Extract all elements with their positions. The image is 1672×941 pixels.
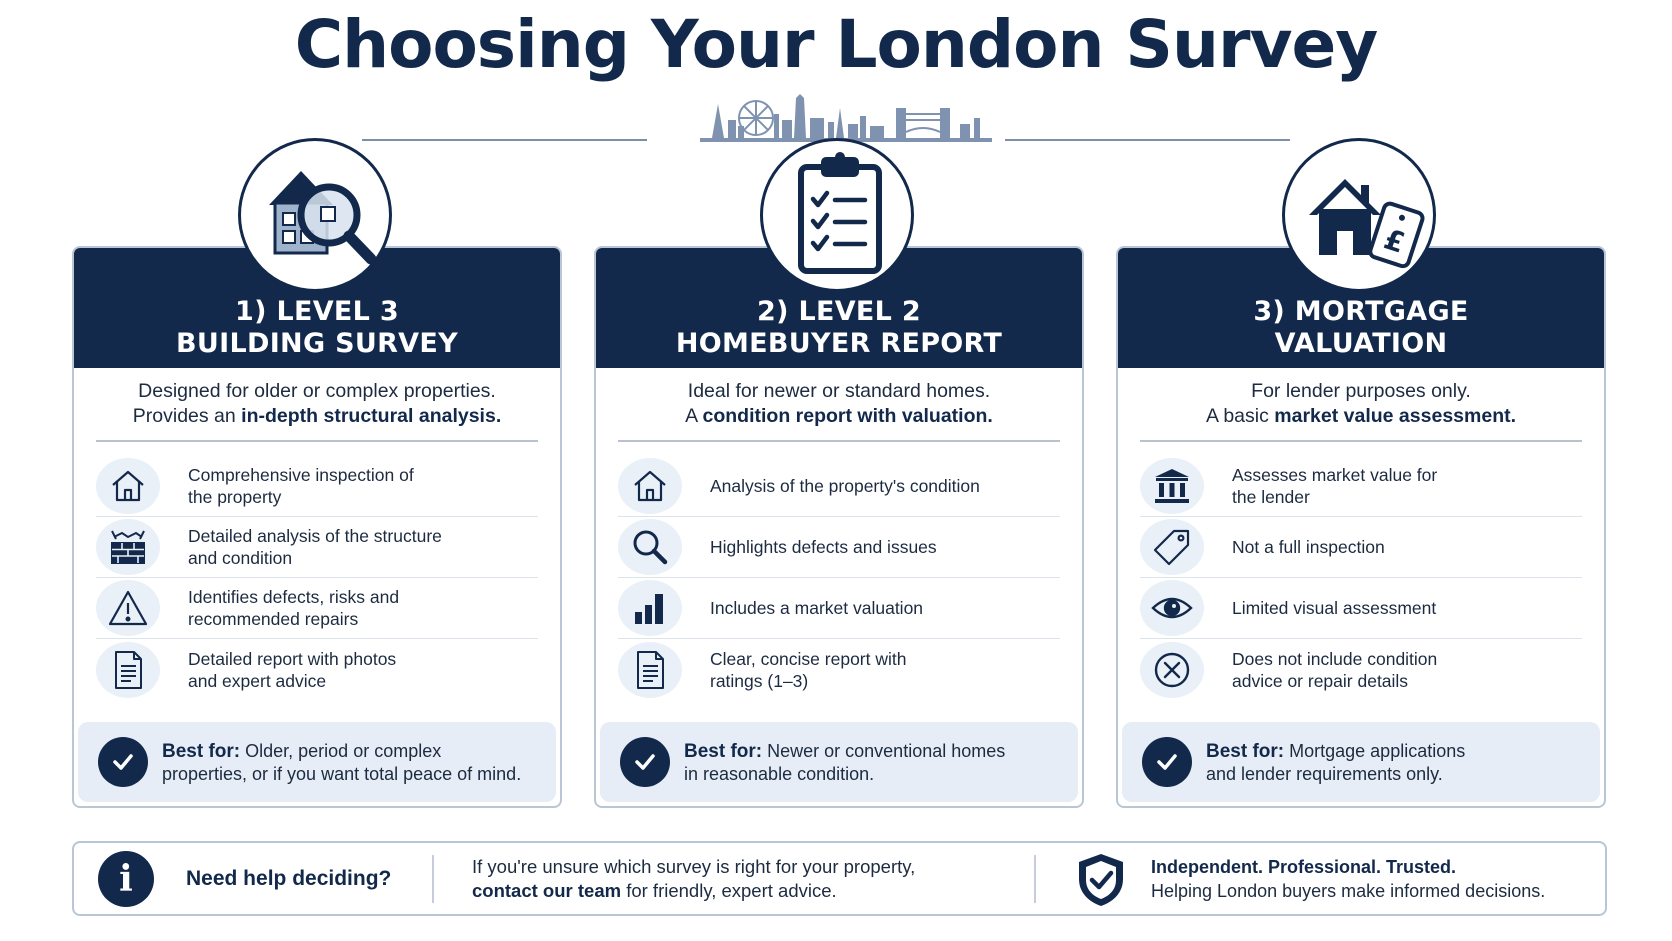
list-item	[1140, 456, 1582, 517]
best-for-label: Best for:	[1206, 740, 1285, 762]
best-for-panel	[1122, 722, 1600, 802]
card-heading-line1: 2) LEVEL 2	[757, 296, 921, 327]
house-magnifier-icon	[238, 138, 392, 292]
card-intro	[1118, 368, 1604, 440]
help-text	[472, 855, 915, 903]
help-text-line1: If you're unsure which survey is right for your property,	[472, 856, 916, 877]
card-heading-line2: BUILDING SURVEY	[176, 328, 458, 359]
feature-text	[1232, 464, 1552, 508]
feature-line2: the lender	[1232, 487, 1310, 507]
card-heading-line2: VALUATION	[1274, 328, 1448, 359]
bar-chart-icon	[618, 580, 682, 636]
best-for-panel	[78, 722, 556, 802]
list-item	[618, 578, 1060, 639]
title-rule-left	[362, 139, 647, 141]
trust-statement	[1151, 855, 1545, 903]
feature-line2: ratings (1–3)	[710, 670, 809, 691]
best-for-line2: and lender requirements only.	[1206, 763, 1443, 784]
list-item	[1140, 517, 1582, 578]
check-circle-icon	[620, 737, 670, 787]
card-intro	[596, 368, 1082, 440]
warning-icon	[96, 580, 160, 636]
feature-line1: Does not include condition	[1232, 648, 1438, 669]
best-for-panel	[600, 722, 1078, 802]
feature-line1: Not a full inspection	[1232, 537, 1385, 557]
feature-line1: Clear, concise report with	[710, 648, 907, 669]
intro-highlight: market value assessment.	[1274, 405, 1517, 427]
best-for-text	[1206, 740, 1465, 785]
list-item	[96, 456, 538, 517]
feature-line1: Highlights defects and issues	[710, 537, 937, 557]
intro-line2	[1128, 404, 1594, 429]
shield-check-icon	[1074, 851, 1128, 909]
feature-line1: Detailed analysis of the structure	[188, 526, 442, 546]
house-price-tag-icon	[1282, 138, 1436, 292]
best-for-text	[162, 740, 521, 785]
brick-wall-icon	[96, 519, 160, 575]
list-item	[96, 517, 538, 578]
bank-icon	[1140, 458, 1204, 514]
magnifier-icon	[618, 519, 682, 575]
feature-line2: recommended repairs	[188, 609, 359, 629]
feature-text	[1232, 597, 1552, 619]
intro-line2	[606, 404, 1072, 429]
card-heading-line1: 3) MORTGAGE	[1253, 296, 1469, 327]
list-item	[1140, 639, 1582, 700]
list-item	[1140, 578, 1582, 639]
intro-line1: Designed for older or complex properties.	[138, 380, 496, 402]
card-heading-line2: HOMEBUYER REPORT	[675, 328, 1003, 359]
list-item	[96, 639, 538, 700]
intro-prefix: A	[685, 405, 703, 427]
card-mortgage-valuation	[1116, 246, 1606, 808]
help-text-rest: for friendly, expert advice.	[621, 880, 837, 901]
feature-line1: Limited visual assessment	[1232, 598, 1437, 618]
best-for-text	[684, 740, 1005, 785]
card-heading-line1: 1) LEVEL 3	[235, 296, 399, 327]
list-item	[618, 639, 1060, 700]
clipboard-checklist-icon	[760, 138, 914, 292]
intro-line2	[84, 404, 550, 429]
page-title: Choosing Your London Survey	[294, 6, 1378, 83]
feature-line1: Assesses market value for	[1232, 465, 1438, 485]
footer-divider	[1034, 855, 1036, 903]
document-icon	[618, 642, 682, 698]
contact-team-link[interactable]: contact our team	[472, 880, 622, 901]
info-icon: i	[98, 851, 154, 907]
feature-text	[1232, 536, 1552, 558]
best-for-value: Older, period or complex	[240, 740, 442, 761]
feature-list	[1118, 442, 1604, 700]
intro-highlight: condition report with valuation.	[702, 405, 993, 427]
best-for-line2: in reasonable condition.	[684, 763, 875, 784]
best-for-label: Best for:	[162, 740, 241, 762]
trust-line2: Helping London buyers make informed decisions.	[1151, 881, 1546, 901]
cross-circle-icon	[1140, 642, 1204, 698]
feature-list	[74, 442, 560, 700]
svg-text:£: £	[1380, 222, 1409, 260]
best-for-value: Mortgage applications	[1284, 740, 1466, 761]
best-for-line1	[1206, 740, 1465, 763]
feature-line1: Identifies defects, risks and	[188, 587, 400, 607]
footer-divider	[432, 855, 434, 903]
best-for-value: Newer or conventional homes	[762, 740, 1006, 761]
intro-prefix: A basic	[1205, 405, 1275, 427]
trust-tagline: Independent. Professional. Trusted.	[1151, 857, 1457, 877]
house-icon	[618, 458, 682, 514]
title-rule-right	[1005, 139, 1290, 141]
trust-line1	[1151, 855, 1545, 879]
eye-icon	[1140, 580, 1204, 636]
help-text-line2	[472, 879, 915, 903]
card-level2-homebuyer-report	[594, 246, 1084, 808]
feature-line2: and expert advice	[188, 670, 327, 691]
feature-line2: the property	[188, 487, 282, 507]
feature-text	[188, 586, 508, 630]
price-tag-icon	[1140, 519, 1204, 575]
house-icon	[96, 458, 160, 514]
feature-line2: and condition	[188, 548, 293, 568]
check-circle-icon	[1142, 737, 1192, 787]
help-question: Need help deciding?	[186, 867, 392, 890]
feature-line1: Detailed report with photos	[188, 648, 397, 669]
card-level3-building-survey	[72, 246, 562, 808]
feature-text	[188, 648, 508, 692]
feature-list	[596, 442, 1082, 700]
feature-line1: Comprehensive inspection of	[188, 465, 414, 485]
feature-line1: Includes a market valuation	[710, 598, 924, 618]
feature-line2: advice or repair details	[1232, 670, 1409, 691]
intro-prefix: Provides an	[132, 405, 242, 427]
document-icon	[96, 642, 160, 698]
list-item	[96, 578, 538, 639]
feature-text	[188, 525, 508, 569]
feature-text	[1232, 648, 1552, 692]
best-for-line1	[162, 740, 521, 763]
help-footer	[72, 841, 1607, 916]
best-for-label: Best for:	[684, 740, 763, 762]
intro-line1: Ideal for newer or standard homes.	[687, 380, 991, 402]
list-item	[618, 456, 1060, 517]
feature-text	[710, 536, 1030, 558]
list-item	[618, 517, 1060, 578]
feature-text	[188, 464, 508, 508]
best-for-line2: properties, or if you want total peace of mind.	[162, 763, 522, 784]
feature-line1: Analysis of the property's condition	[710, 476, 980, 496]
best-for-line1	[684, 740, 1005, 763]
card-intro	[74, 368, 560, 440]
feature-text	[710, 475, 1030, 497]
feature-text	[710, 597, 1030, 619]
intro-highlight: in-depth structural analysis.	[241, 405, 502, 427]
intro-line1: For lender purposes only.	[1251, 380, 1471, 402]
feature-text	[710, 648, 1030, 692]
check-circle-icon	[98, 737, 148, 787]
